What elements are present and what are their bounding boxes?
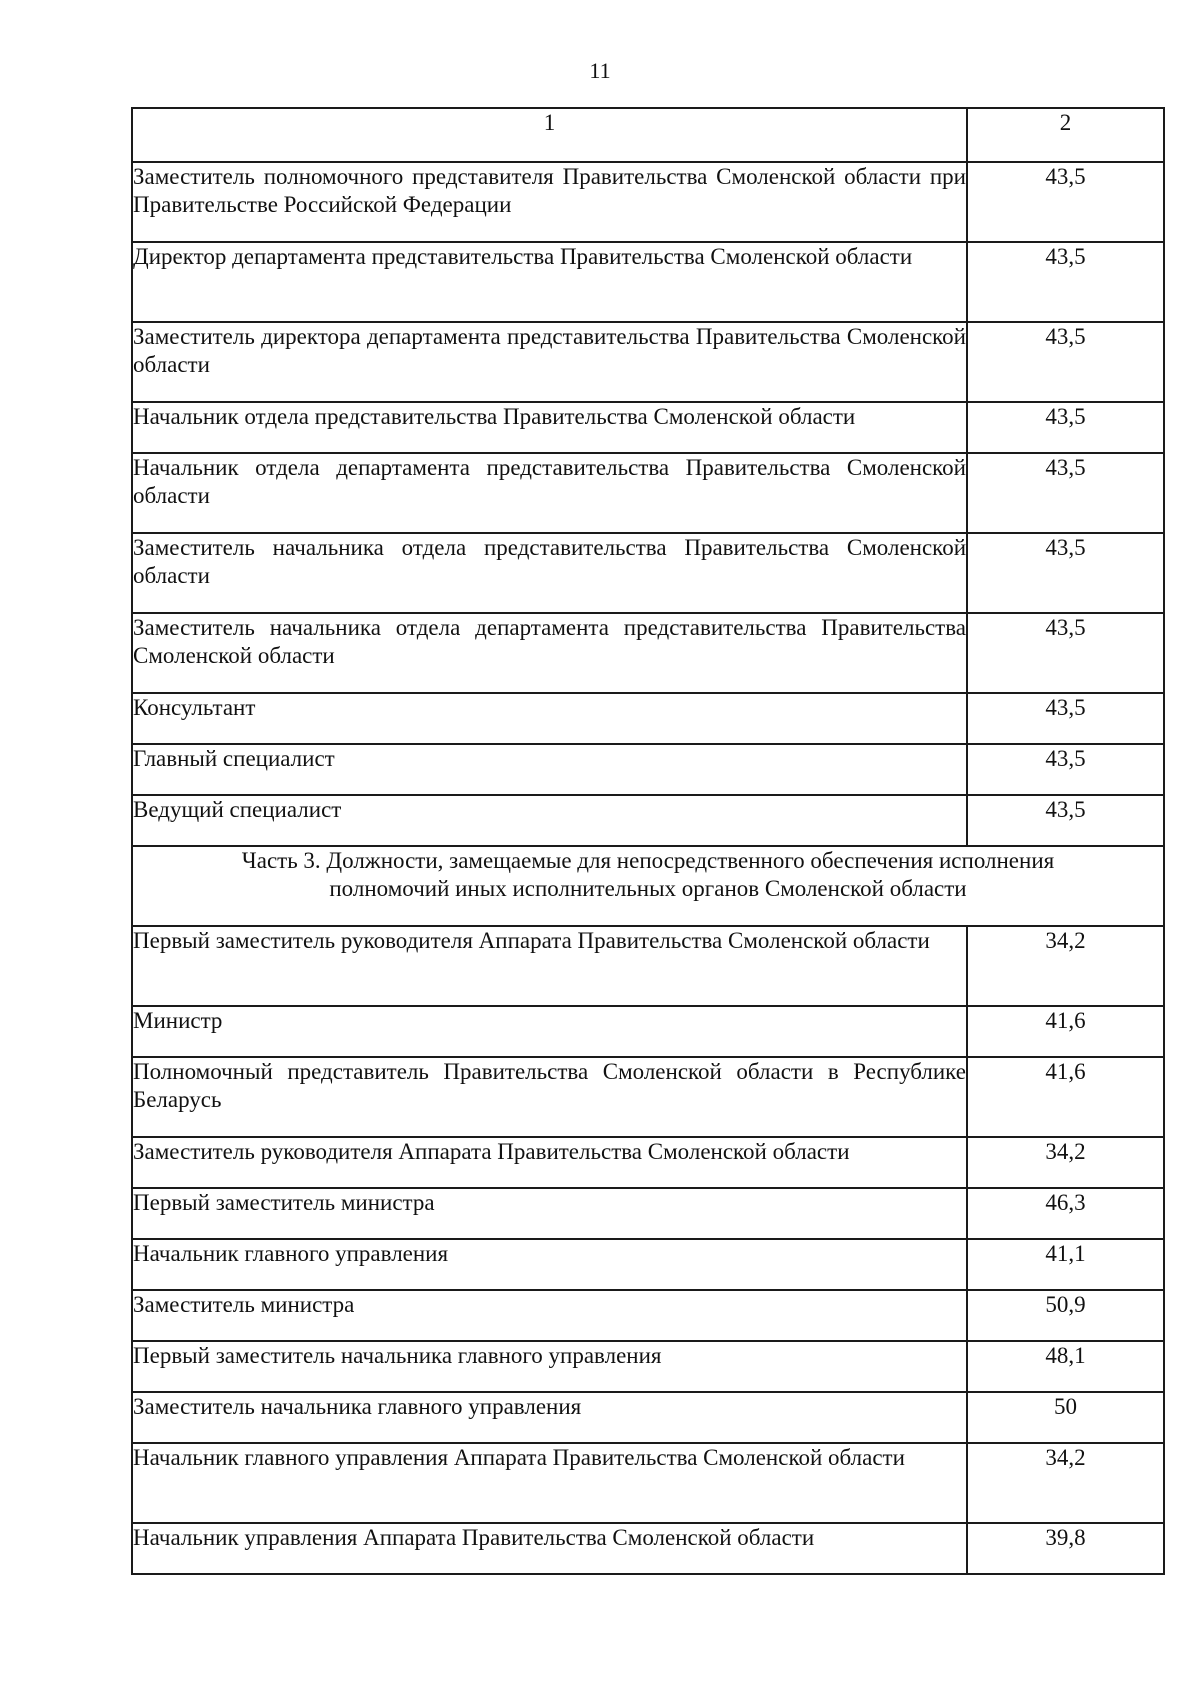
section-header-row	[132, 846, 1164, 926]
position-value: 43,5	[967, 795, 1164, 846]
position-value: 43,5	[967, 613, 1164, 693]
position-name: Полномочный представитель Правительства Смоленской области в Республике Беларусь	[132, 1057, 967, 1137]
position-value: 41,6	[967, 1006, 1164, 1057]
table-row	[132, 1523, 1164, 1574]
position-name: Консультант	[132, 693, 967, 744]
table-row	[132, 322, 1164, 402]
position-value: 34,2	[967, 1443, 1164, 1523]
table-row	[132, 242, 1164, 322]
position-value: 34,2	[967, 926, 1164, 1006]
table-row	[132, 744, 1164, 795]
position-value: 43,5	[967, 533, 1164, 613]
table-row	[132, 1239, 1164, 1290]
header-col-1: 1	[132, 108, 967, 162]
position-name: Первый заместитель руководителя Аппарата Правительства Смоленской области	[132, 926, 967, 1006]
table-row	[132, 693, 1164, 744]
page-number: 11	[589, 58, 611, 83]
position-value: 50,9	[967, 1290, 1164, 1341]
position-name: Заместитель полномочного представителя Правительства Смоленской области при Правительстве Российской Федерации	[132, 162, 967, 242]
position-value: 43,5	[967, 453, 1164, 533]
header-col-2: 2	[967, 108, 1164, 162]
table-row	[132, 533, 1164, 613]
position-name: Заместитель министра	[132, 1290, 967, 1341]
table-row	[132, 402, 1164, 453]
position-name: Начальник главного управления Аппарата Правительства Смоленской области	[132, 1443, 967, 1523]
position-name: Начальник отдела представительства Правительства Смоленской области	[132, 402, 967, 453]
table-row	[132, 1341, 1164, 1392]
table-row	[132, 795, 1164, 846]
position-name: Начальник отдела департамента представительства Правительства Смоленской области	[132, 453, 967, 533]
position-value: 41,1	[967, 1239, 1164, 1290]
position-value: 39,8	[967, 1523, 1164, 1574]
position-value: 43,5	[967, 402, 1164, 453]
position-value: 48,1	[967, 1341, 1164, 1392]
section-3-line-2: полномочий иных исполнительных органов Смоленской области	[329, 876, 967, 901]
table-row	[132, 1188, 1164, 1239]
position-name: Заместитель руководителя Аппарата Правительства Смоленской области	[132, 1137, 967, 1188]
position-name: Заместитель начальника отдела департамента представительства Правительства Смоленской области	[132, 613, 967, 693]
position-value: 43,5	[967, 242, 1164, 322]
table-row	[132, 162, 1164, 242]
table-row	[132, 613, 1164, 693]
table-row	[132, 1137, 1164, 1188]
position-value: 34,2	[967, 1137, 1164, 1188]
position-name: Заместитель начальника отдела представительства Правительства Смоленской области	[132, 533, 967, 613]
table-row	[132, 1290, 1164, 1341]
position-value: 43,5	[967, 322, 1164, 402]
position-value: 43,5	[967, 744, 1164, 795]
position-value: 46,3	[967, 1188, 1164, 1239]
table-row	[132, 1006, 1164, 1057]
table-row	[132, 1057, 1164, 1137]
position-name: Начальник управления Аппарата Правительства Смоленской области	[132, 1523, 967, 1574]
position-name: Министр	[132, 1006, 967, 1057]
position-value: 41,6	[967, 1057, 1164, 1137]
table-row	[132, 1392, 1164, 1443]
position-name: Заместитель начальника главного управления	[132, 1392, 967, 1443]
position-name: Ведущий специалист	[132, 795, 967, 846]
position-value: 43,5	[967, 162, 1164, 242]
position-value: 43,5	[967, 693, 1164, 744]
position-name: Главный специалист	[132, 744, 967, 795]
position-name: Начальник главного управления	[132, 1239, 967, 1290]
position-name: Заместитель директора департамента представительства Правительства Смоленской области	[132, 322, 967, 402]
position-name: Первый заместитель министра	[132, 1188, 967, 1239]
table-row	[132, 453, 1164, 533]
positions-table	[131, 107, 1165, 1575]
position-name: Директор департамента представительства Правительства Смоленской области	[132, 242, 967, 322]
section-3-heading	[132, 846, 1164, 926]
position-name: Первый заместитель начальника главного управления	[132, 1341, 967, 1392]
position-value: 50	[967, 1392, 1164, 1443]
table-row	[132, 926, 1164, 1006]
table-row	[132, 1443, 1164, 1523]
table-header-row	[132, 108, 1164, 162]
section-3-line-1: Часть 3. Должности, замещаемые для непосредственного обеспечения исполнения	[241, 848, 1055, 873]
